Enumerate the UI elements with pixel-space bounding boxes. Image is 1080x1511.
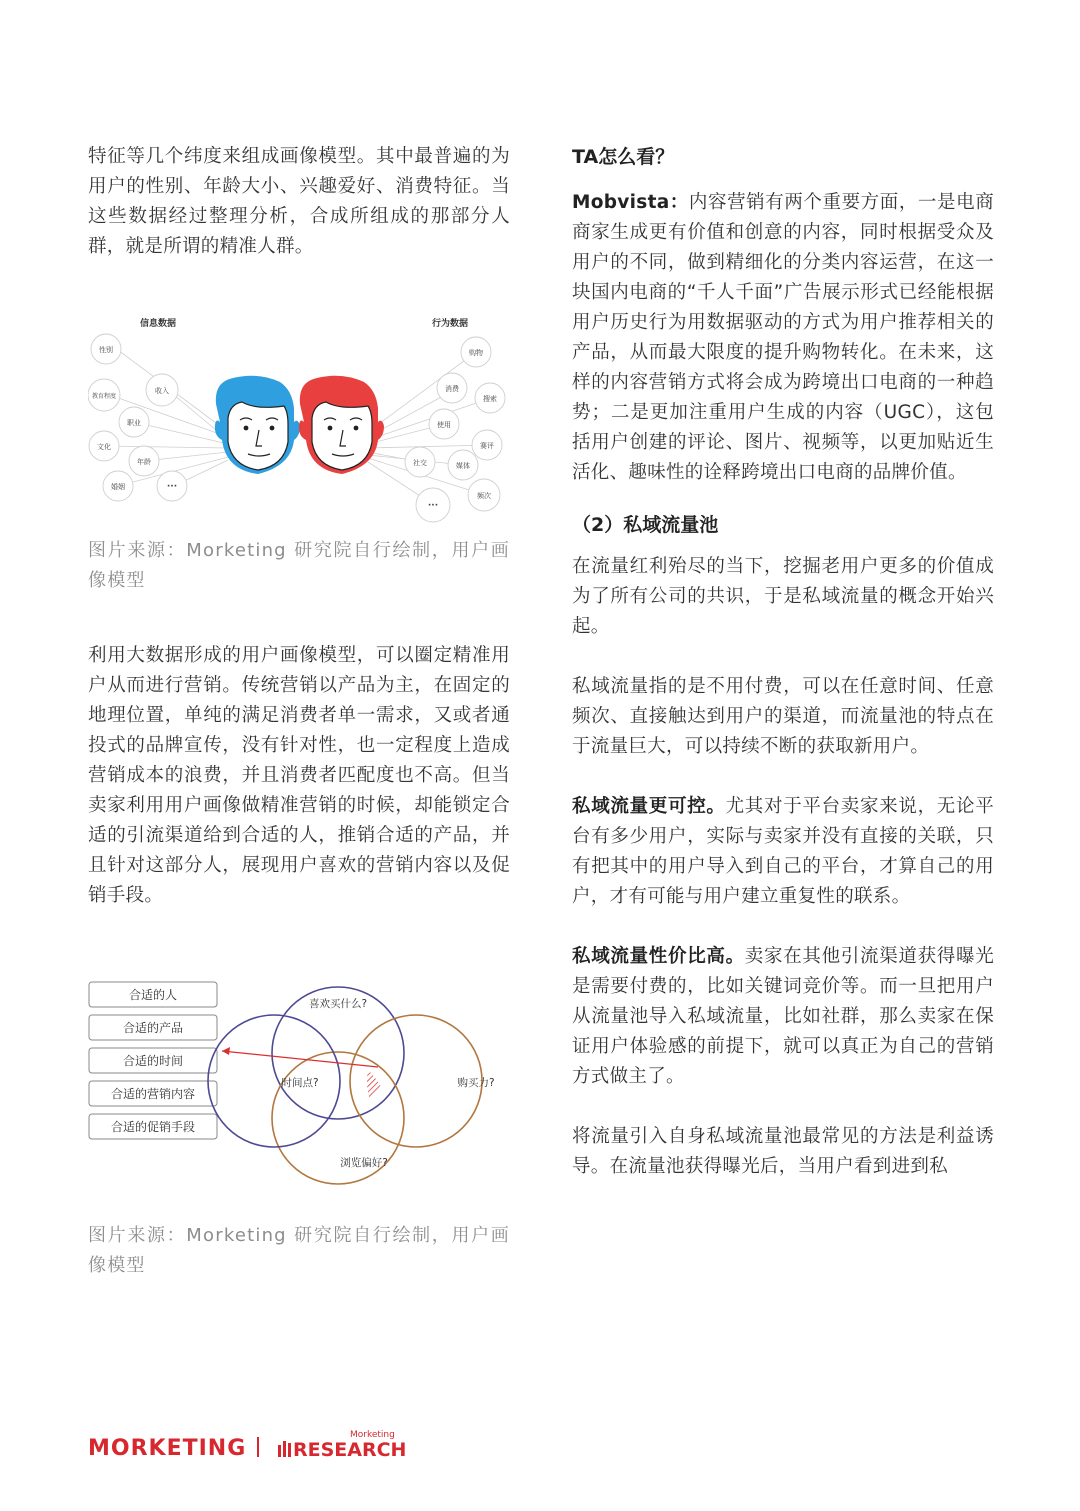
bubble-more-left: ··· [166,482,178,492]
right-paragraph-2: 在流量红利殆尽的当下，挖掘老用户更多的价值成为了所有公司的共识，于是私域流量的概念开始兴起。 [572,556,994,637]
left-paragraph-1: 特征等几个纬度来组成画像模型。其中最普遍的为用户的性别、年龄大小、兴趣爱好、消费特征。当这些数据经过整理分析，合成所组成的那部分人群，就是所谓的精准人群。 [88,146,510,257]
bubble-income: 收入 [155,387,169,395]
figure1-caption: 图片来源：Morketing 研究院自行绘制，用户画像模型 [88,540,510,591]
bubble-age: 年龄 [137,458,151,466]
box-right-promotion: 合适的促销手段 [110,1120,196,1134]
box-right-content: 合适的营销内容 [110,1087,196,1101]
footer-logos [88,1425,418,1465]
box-right-person: 合适的人 [128,988,178,1002]
research-bars-icon [278,1441,291,1457]
circle-label-browse: 浏览偏好? [340,1157,388,1169]
mobvista-lead: Mobvista： [572,192,689,213]
morketing-logo: MORKETING [88,1436,247,1461]
blue-face-icon [215,376,300,474]
bubble-review: 赛评 [480,442,494,450]
mobvista-text: 内容营销有两个重要方面，一是电商商家生成更有价值和创意的内容，同时根据受众及用户的不同，做到精细化的分类内容运营，在这一块国内电商的“千人千面”广告展示形式已经能根据用户历史行为用数据驱动的方式为用户推荐相关的产品，从而最大限度的提升购物转化。在未来，这样的内容营销方式将会成为跨境出口电商的一种趋势；二是更加注重用户生成的内容（UGC），这包括用户创建的评论、图片、视频等，以更加贴近生活化、趣味性的诠释跨境出口电商的品牌价值。 [572,192,994,483]
right-column [572,142,994,1182]
brand-logos [88,1425,418,1465]
bubble-search: 搜索 [483,395,497,403]
bubble-more-right: ··· [427,501,439,511]
section-heading-private-traffic: （2）私域流量池 [572,514,719,536]
research-logo-small: Morketing [350,1430,395,1440]
bubble-marriage: 婚姻 [111,483,125,491]
left-paragraph-2: 利用大数据形成的用户画像模型，可以圈定精准用户从而进行营销。传统营销以产品为主，在固定的地理位置，单纯的满足消费者单一需求，又或者通投式的品牌宣传，没有针对性，也一定程度上造成营销成本的浪费，并且消费者匹配度也不高。但当卖家利用用户画像做精准营销的时候，却能锁定合适的引流渠道给到合适的人，推销合适的产品，并且针对这部分人，展现用户喜欢的营销内容以及促销手段。 [88,645,510,906]
right-paragraph-4 [572,792,994,912]
right-paragraph-5 [572,942,994,1092]
bubble-education: 教育程度 [91,393,117,400]
info-data-heading: 信息数据 [139,319,177,329]
circle-label-power: 购买力? [457,1077,495,1089]
box-right-time: 合适的时间 [122,1054,184,1068]
controllable-text: 尤其对于平台卖家来说，无论平台有多少用户，实际与卖家并没有直接的关联，只有把其中的用户导入到自己的平台，才算自己的用户，才有可能与用户建立重复性的联系。 [572,796,995,907]
right-paragraph-3: 私域流量指的是不用付费，可以在任意时间、任意频次、直接触达到用户的渠道，而流量池的特点在于流量巨大，可以持续不断的获取新用户。 [572,676,994,757]
bubble-media: 媒体 [456,462,470,470]
bubble-shopping: 购物 [469,349,483,357]
user-profile-figure [88,312,510,532]
cost-effective-lead: 私域流量性价比高。 [572,946,745,967]
venn-figure [88,981,510,1191]
bubble-consumption: 消费 [445,385,459,393]
figure2-caption: 图片来源：Morketing 研究院自行绘制，用户画像模型 [88,1225,510,1276]
left-column [88,142,510,1281]
bubble-usage: 使用 [437,421,451,429]
research-logo: RESEARCH [293,1439,407,1461]
bubble-occupation: 职业 [127,419,141,427]
behavior-data-heading: 行为数据 [431,319,469,329]
box-right-product: 合适的产品 [122,1021,184,1035]
right-paragraph-6: 将流量引入自身私域流量池最常见的方法是利益诱导。在流量池获得曝光后，当用户看到进到私 [572,1126,994,1177]
controllable-lead: 私域流量更可控。 [572,796,726,817]
bubble-social: 社交 [413,459,427,467]
cost-effective-text: 卖家在其他引流渠道获得曝光是需要付费的，比如关键词竞价等。而一旦把用户从流量池导入私域流量，比如社群，那么卖家在保证用户体验感的前提下，就可以真正为自己的营销方式做主了。 [572,946,994,1087]
section-heading-ta: TA怎么看？ [572,146,675,168]
circle-label-what: 喜欢买什么? [308,998,368,1010]
bubble-culture: 文化 [97,443,111,451]
bubble-gender: 性别 [99,346,113,354]
mobvista-paragraph [572,188,994,488]
bubble-frequency: 频次 [477,492,491,500]
circle-label-when: 时间点? [281,1077,319,1089]
